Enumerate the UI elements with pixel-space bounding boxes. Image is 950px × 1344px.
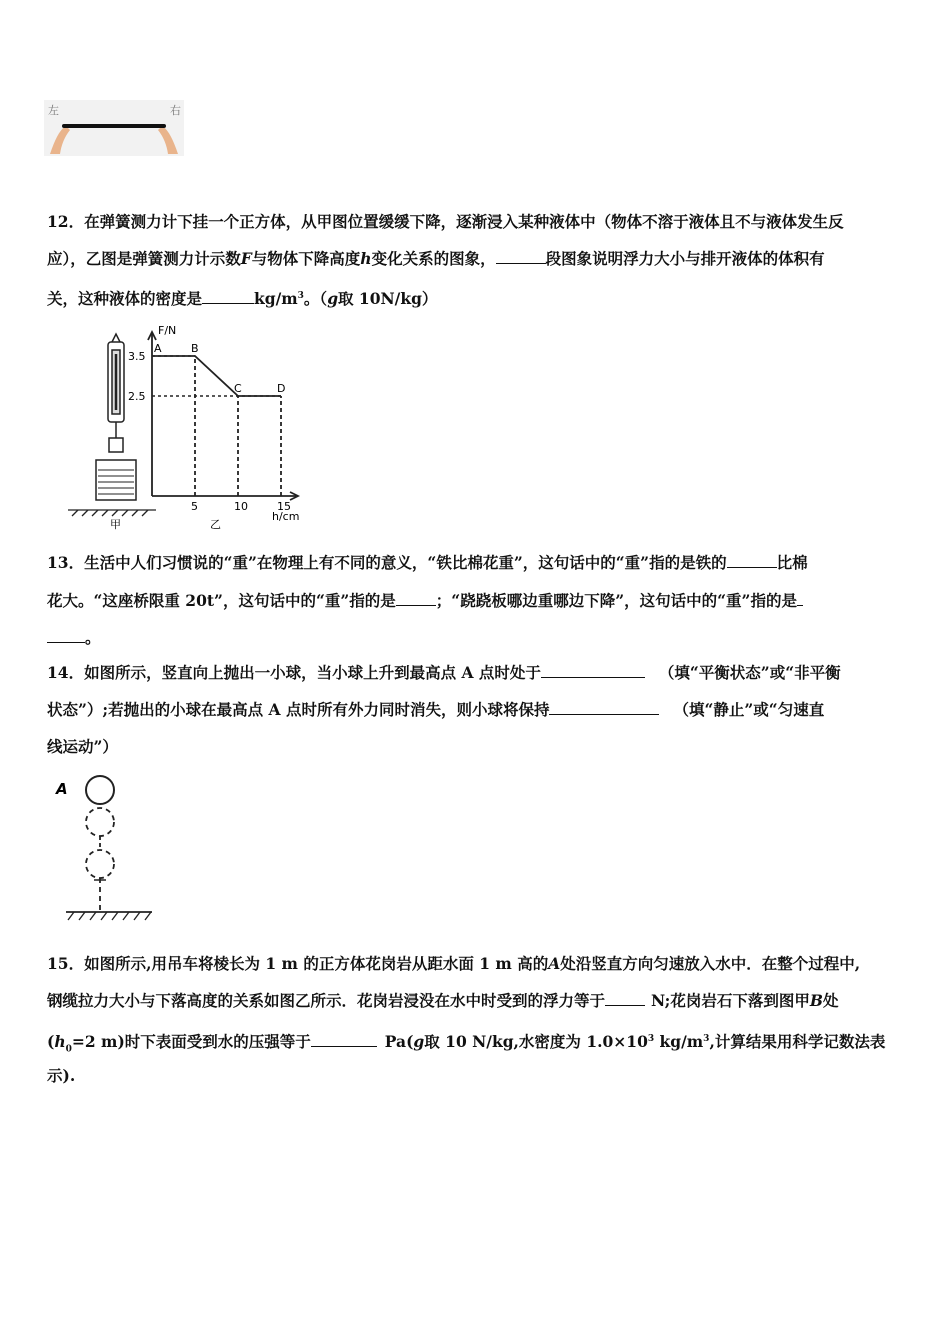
q13-line2: 花大。“这座桥限重 20t”，这句话中的“重”指的是 ；“跷跷板哪边重哪边下降”，这句话中的“重”指的是 [47, 591, 803, 611]
spring-scale [108, 334, 124, 452]
q14-line3: 线运动”） [47, 737, 118, 756]
q15-line2: 钢缆拉力大小与下落高度的关系如图乙所示．花岗岩浸没在水中时受到的浮力等于 N;花岗岩石下落到图甲B处 [47, 991, 839, 1010]
q15-line3: ($h_0=2$ m)时下表面受到水的压强等于 Pa(g取 10 N/kg,水密度为 $1.0\times 10^3$ $kg/m^3$,计算结果用科学记数法表 [47, 1032, 886, 1055]
photo-right-label: 右 [170, 104, 181, 117]
q13-blank-3a[interactable] [797, 591, 803, 606]
q13-blank-3b[interactable] [47, 628, 85, 643]
q15-blank-2[interactable] [311, 1032, 377, 1047]
rod-photo-drawing [44, 100, 184, 156]
ball-lower [86, 850, 114, 878]
q14-line1: 14．如图所示，竖直向上抛出一小球，当小球上升到最高点 A 点时处于 （填“平衡状态”或“非平衡 [47, 663, 841, 682]
y-tick-label: 3.5 [128, 350, 146, 363]
y-tick-label: 2.5 [128, 390, 146, 403]
q14-line2: 状态”）;若抛出的小球在最高点 A 点时所有外力同时消失，则小球将保持 （填“静止”或“匀速直 [47, 700, 825, 719]
q15-line4: 示). [47, 1066, 76, 1085]
q12-line3: 关，这种液体的密度是 $kg/m^3$。（g取 10N/kg） [47, 289, 438, 309]
x-tick-label: 10 [234, 500, 248, 513]
point-label-B: B [191, 342, 199, 355]
q14-figure [52, 770, 162, 924]
q12-figure [60, 320, 320, 532]
ball-middle [86, 808, 114, 836]
photo-left-label: 左 [48, 104, 59, 117]
q12-figure-svg [60, 320, 320, 532]
q15-line1: 15．如图所示,用吊车将棱长为 1 m 的正方体花岗岩从距水面 1 m 高的A处沿竖直方向匀速放入水中．在整个过程中, [47, 954, 861, 973]
ball-top [86, 776, 114, 804]
fig-jia-label: 甲 [110, 518, 121, 531]
q14-figure-svg [52, 770, 162, 924]
x-tick-label: 5 [191, 500, 198, 513]
q14-blank-1[interactable] [541, 663, 645, 678]
q12-blank-density[interactable] [202, 289, 254, 304]
point-label-C: C [234, 382, 242, 395]
x-axis-label: h/cm [272, 510, 300, 523]
x-tick-label: 15 [277, 500, 291, 513]
ground-hatch [68, 510, 156, 516]
y-axis-label: F/N [158, 324, 177, 337]
fig-yi-label: 乙 [210, 518, 221, 531]
f-h-series-line [152, 356, 281, 396]
point-label-D: D [277, 382, 286, 395]
q13-line1: 13．生活中人们习惯说的“重”在物理上有不同的意义，“铁比棉花重”，这句话中的“重”指的是铁的 比棉 [47, 553, 808, 572]
point-label-A: A [154, 342, 162, 355]
q13-line3: 。 [47, 628, 101, 648]
beaker [96, 460, 136, 500]
q14-blank-2[interactable] [549, 700, 659, 715]
q13-blank-2[interactable] [396, 591, 436, 606]
point-a-label: A [56, 780, 68, 798]
q12-line1: 12．在弹簧测力计下挂一个正方体，从甲图位置缓缓下降，逐渐浸入某种液体中（物体不溶于液体且不与液体发生反 [47, 212, 844, 231]
q13-blank-1[interactable] [727, 553, 777, 568]
q15-blank-1[interactable] [605, 991, 645, 1006]
q12-line2: 应），乙图是弹簧测力计示数F与物体下降高度h变化关系的图象， 段图象说明浮力大小与排开液体的体积有 [47, 249, 825, 268]
graph-axes [148, 332, 298, 500]
rod-photo [44, 100, 184, 156]
q12-blank-segment[interactable] [496, 249, 546, 264]
